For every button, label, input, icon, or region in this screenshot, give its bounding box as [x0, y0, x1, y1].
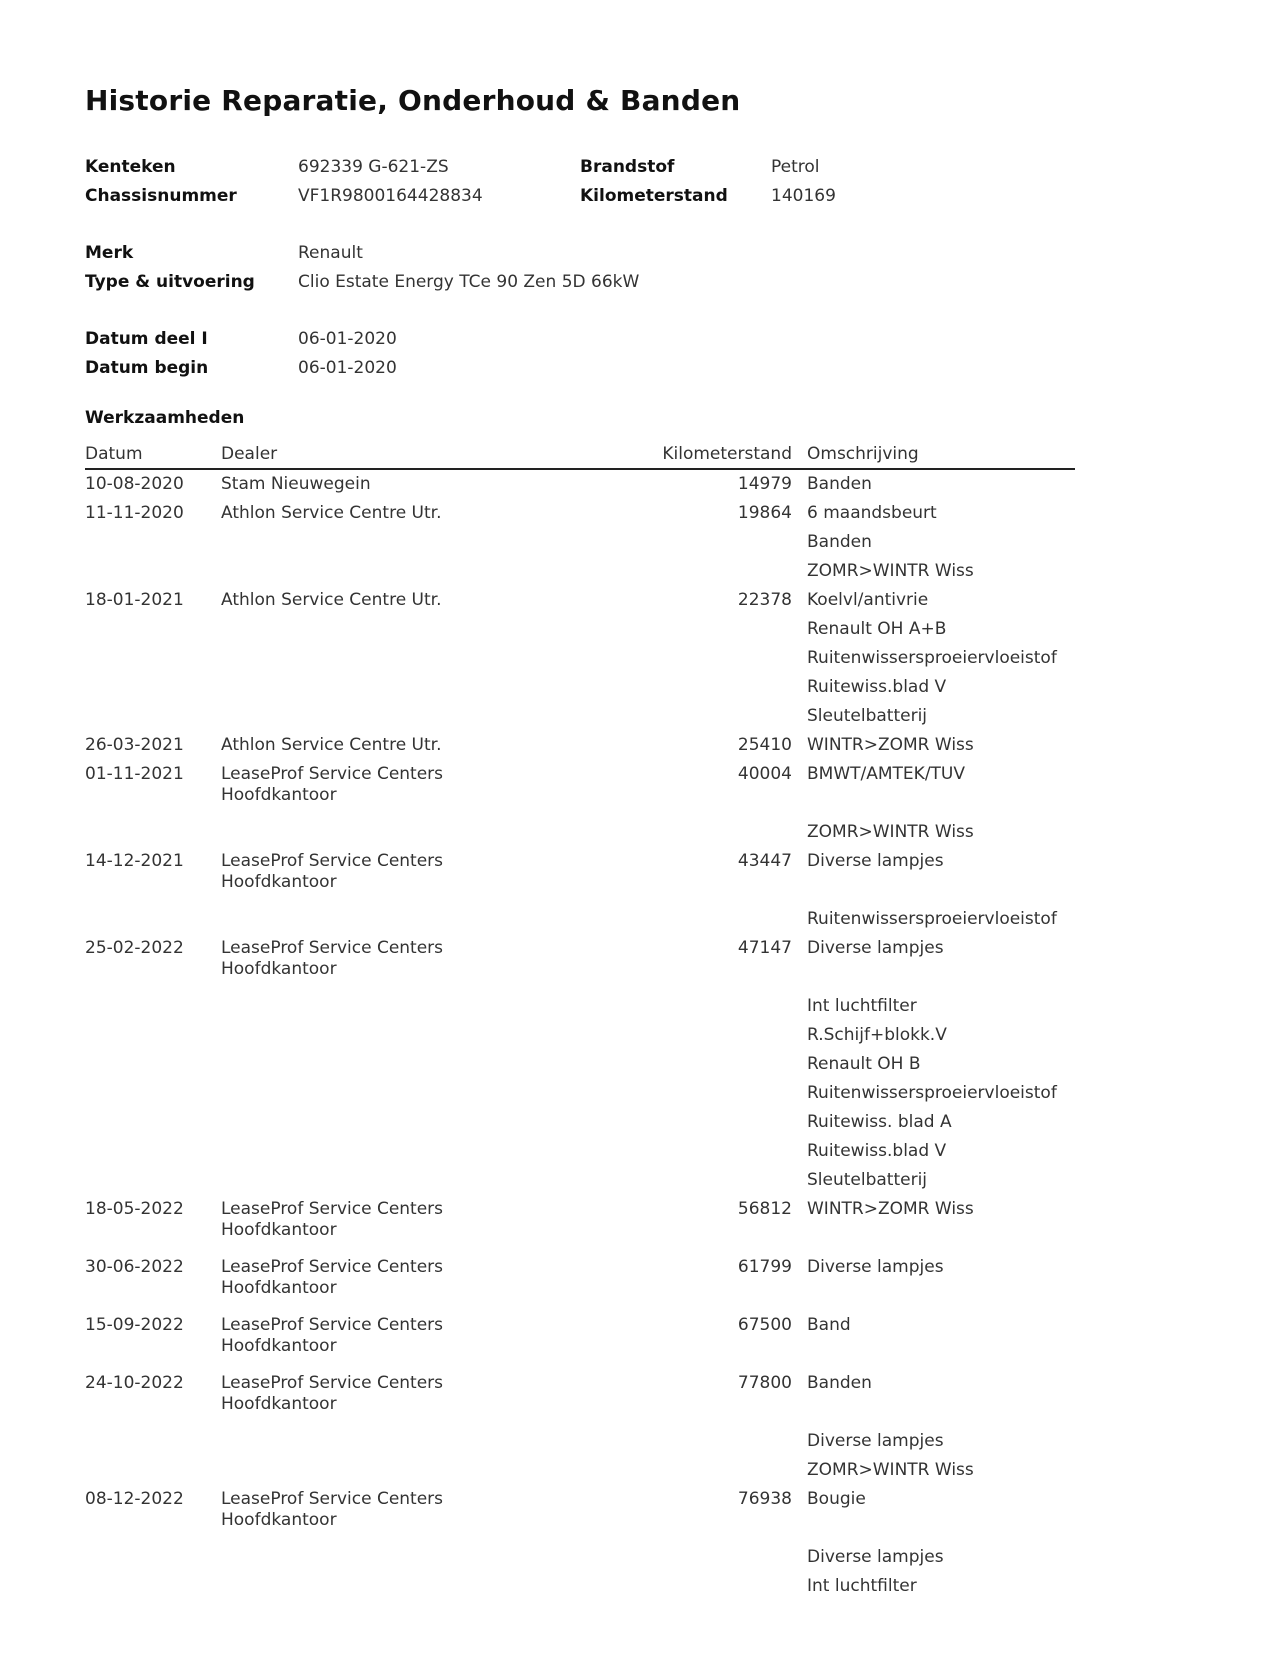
omschrijving-item: R.Schijf+blokk.V [807, 1025, 947, 1045]
omschrijving-item: 6 maandsbeurt [807, 503, 937, 523]
row-dealer: LeaseProf Service Centers Hoofdkantoor [221, 1199, 444, 1240]
row-omschrijving-list [807, 1489, 944, 1605]
row-date: 18-05-2022 [85, 1199, 184, 1219]
row-dealer: Athlon Service Centre Utr. [221, 735, 442, 755]
omschrijving-item: Banden [807, 1373, 872, 1393]
kenteken-label: Kenteken [85, 157, 176, 177]
omschrijving-item: WINTR>ZOMR Wiss [807, 735, 974, 755]
row-omschrijving-list [807, 735, 974, 764]
section-title: Werkzaamheden [85, 408, 245, 428]
omschrijving-item: Diverse lampjes [807, 1547, 944, 1567]
omschrijving-item: Diverse lampjes [807, 1431, 944, 1451]
chassis-value: VF1R9800164428834 [298, 186, 483, 206]
row-date: 15-09-2022 [85, 1315, 184, 1335]
kenteken-value: 692339 G-621-ZS [298, 157, 449, 177]
row-omschrijving-list [807, 1257, 944, 1315]
column-header-date: Datum [85, 444, 143, 464]
row-dealer: Stam Nieuwegein [221, 474, 371, 494]
brandstof-value: Petrol [771, 157, 820, 177]
omschrijving-item: Sleutelbatterij [807, 1170, 928, 1190]
row-kilometerstand: 19864 [737, 503, 792, 523]
row-date: 11-11-2020 [85, 503, 184, 523]
row-kilometerstand: 14979 [737, 474, 792, 494]
type-label: Type & uitvoering [85, 272, 255, 292]
row-date: 18-01-2021 [85, 590, 184, 610]
omschrijving-item [807, 1286, 944, 1315]
column-header-dealer: Dealer [221, 444, 278, 464]
row-kilometerstand: 61799 [737, 1257, 792, 1277]
omschrijving-item [807, 1228, 974, 1257]
row-omschrijving-list [807, 764, 974, 851]
omschrijving-item: Renault OH B [807, 1054, 921, 1074]
omschrijving-item: Koelvl/antivrie [807, 590, 929, 610]
kilometerstand-label: Kilometerstand [580, 186, 728, 206]
chassis-label: Chassisnummer [85, 186, 237, 206]
merk-label: Merk [85, 243, 134, 263]
row-date: 30-06-2022 [85, 1257, 184, 1277]
row-dealer: LeaseProf Service Centers Hoofdkantoor [221, 851, 444, 892]
omschrijving-item [807, 1344, 851, 1373]
omschrijving-item: Ruitewiss.blad V [807, 1141, 947, 1161]
omschrijving-item: Banden [807, 474, 872, 494]
row-dealer: LeaseProf Service Centers Hoofdkantoor [221, 938, 444, 979]
type-value: Clio Estate Energy TCe 90 Zen 5D 66kW [298, 272, 640, 292]
work-table [85, 440, 1075, 1596]
omschrijving-item [807, 793, 974, 822]
table-header [85, 440, 1075, 470]
omschrijving-item [807, 1518, 944, 1547]
column-header-kilometerstand: Kilometerstand [662, 444, 792, 464]
row-omschrijving-list [807, 1373, 974, 1489]
row-kilometerstand: 76938 [737, 1489, 792, 1509]
row-date: 14-12-2021 [85, 851, 184, 871]
omschrijving-item: Diverse lampjes [807, 938, 944, 958]
row-kilometerstand: 67500 [737, 1315, 792, 1335]
omschrijving-item: Band [807, 1315, 851, 1335]
omschrijving-item: Ruitenwissersproeiervloeistof [807, 1083, 1057, 1103]
row-omschrijving-list [807, 1315, 851, 1373]
omschrijving-item [807, 1402, 974, 1431]
omschrijving-item: ZOMR>WINTR Wiss [807, 1460, 974, 1480]
row-kilometerstand: 25410 [737, 735, 792, 755]
brandstof-label: Brandstof [580, 157, 675, 177]
row-omschrijving-list [807, 938, 1057, 1199]
omschrijving-item: Int luchtfilter [807, 1576, 917, 1596]
datum-deel-value: 06-01-2020 [298, 329, 397, 349]
row-dealer: LeaseProf Service Centers Hoofdkantoor [221, 1315, 444, 1356]
datum-deel-label: Datum deel I [85, 329, 208, 349]
omschrijving-item: Banden [807, 532, 872, 552]
row-kilometerstand: 77800 [737, 1373, 792, 1393]
row-dealer: LeaseProf Service Centers Hoofdkantoor [221, 1489, 444, 1530]
row-dealer: Athlon Service Centre Utr. [221, 503, 442, 523]
row-date: 01-11-2021 [85, 764, 184, 784]
omschrijving-item [807, 967, 1057, 996]
row-omschrijving-list [807, 1199, 974, 1257]
omschrijving-item: Int luchtfilter [807, 996, 917, 1016]
row-date: 08-12-2022 [85, 1489, 184, 1509]
row-omschrijving-list [807, 503, 974, 590]
row-dealer: Athlon Service Centre Utr. [221, 590, 442, 610]
omschrijving-item: ZOMR>WINTR Wiss [807, 561, 974, 581]
row-omschrijving-list [807, 851, 1057, 938]
omschrijving-item: Ruitenwissersproeiervloeistof [807, 648, 1057, 668]
row-kilometerstand: 40004 [737, 764, 792, 784]
row-dealer: LeaseProf Service Centers Hoofdkantoor [221, 764, 444, 805]
omschrijving-item: Diverse lampjes [807, 1257, 944, 1277]
omschrijving-item: ZOMR>WINTR Wiss [807, 822, 974, 842]
column-header-omschrijving: Omschrijving [807, 444, 919, 464]
omschrijving-item: Diverse lampjes [807, 851, 944, 871]
omschrijving-item: BMWT/AMTEK/TUV [807, 764, 966, 784]
omschrijving-item: Ruitewiss. blad A [807, 1112, 952, 1132]
row-dealer: LeaseProf Service Centers Hoofdkantoor [221, 1373, 444, 1414]
row-kilometerstand: 47147 [737, 938, 792, 958]
row-omschrijving-list [807, 590, 1057, 735]
page-title: Historie Reparatie, Onderhoud & Banden [85, 84, 741, 117]
datum-begin-value: 06-01-2020 [298, 358, 397, 378]
datum-begin-label: Datum begin [85, 358, 209, 378]
merk-value: Renault [298, 243, 363, 263]
row-kilometerstand: 43447 [737, 851, 792, 871]
row-date: 24-10-2022 [85, 1373, 184, 1393]
row-omschrijving-list [807, 474, 872, 503]
omschrijving-item [807, 880, 1057, 909]
omschrijving-item: Sleutelbatterij [807, 706, 928, 726]
omschrijving-item: Ruitenwissersproeiervloeistof [807, 909, 1057, 929]
row-date: 25-02-2022 [85, 938, 184, 958]
row-date: 10-08-2020 [85, 474, 184, 494]
row-kilometerstand: 22378 [737, 590, 792, 610]
omschrijving-item: Ruitewiss.blad V [807, 677, 947, 697]
row-dealer: LeaseProf Service Centers Hoofdkantoor [221, 1257, 444, 1298]
omschrijving-item: WINTR>ZOMR Wiss [807, 1199, 974, 1219]
kilometerstand-value: 140169 [771, 186, 836, 206]
row-kilometerstand: 56812 [737, 1199, 792, 1219]
omschrijving-item: Renault OH A+B [807, 619, 947, 639]
omschrijving-item: Bougie [807, 1489, 866, 1509]
row-date: 26-03-2021 [85, 735, 184, 755]
